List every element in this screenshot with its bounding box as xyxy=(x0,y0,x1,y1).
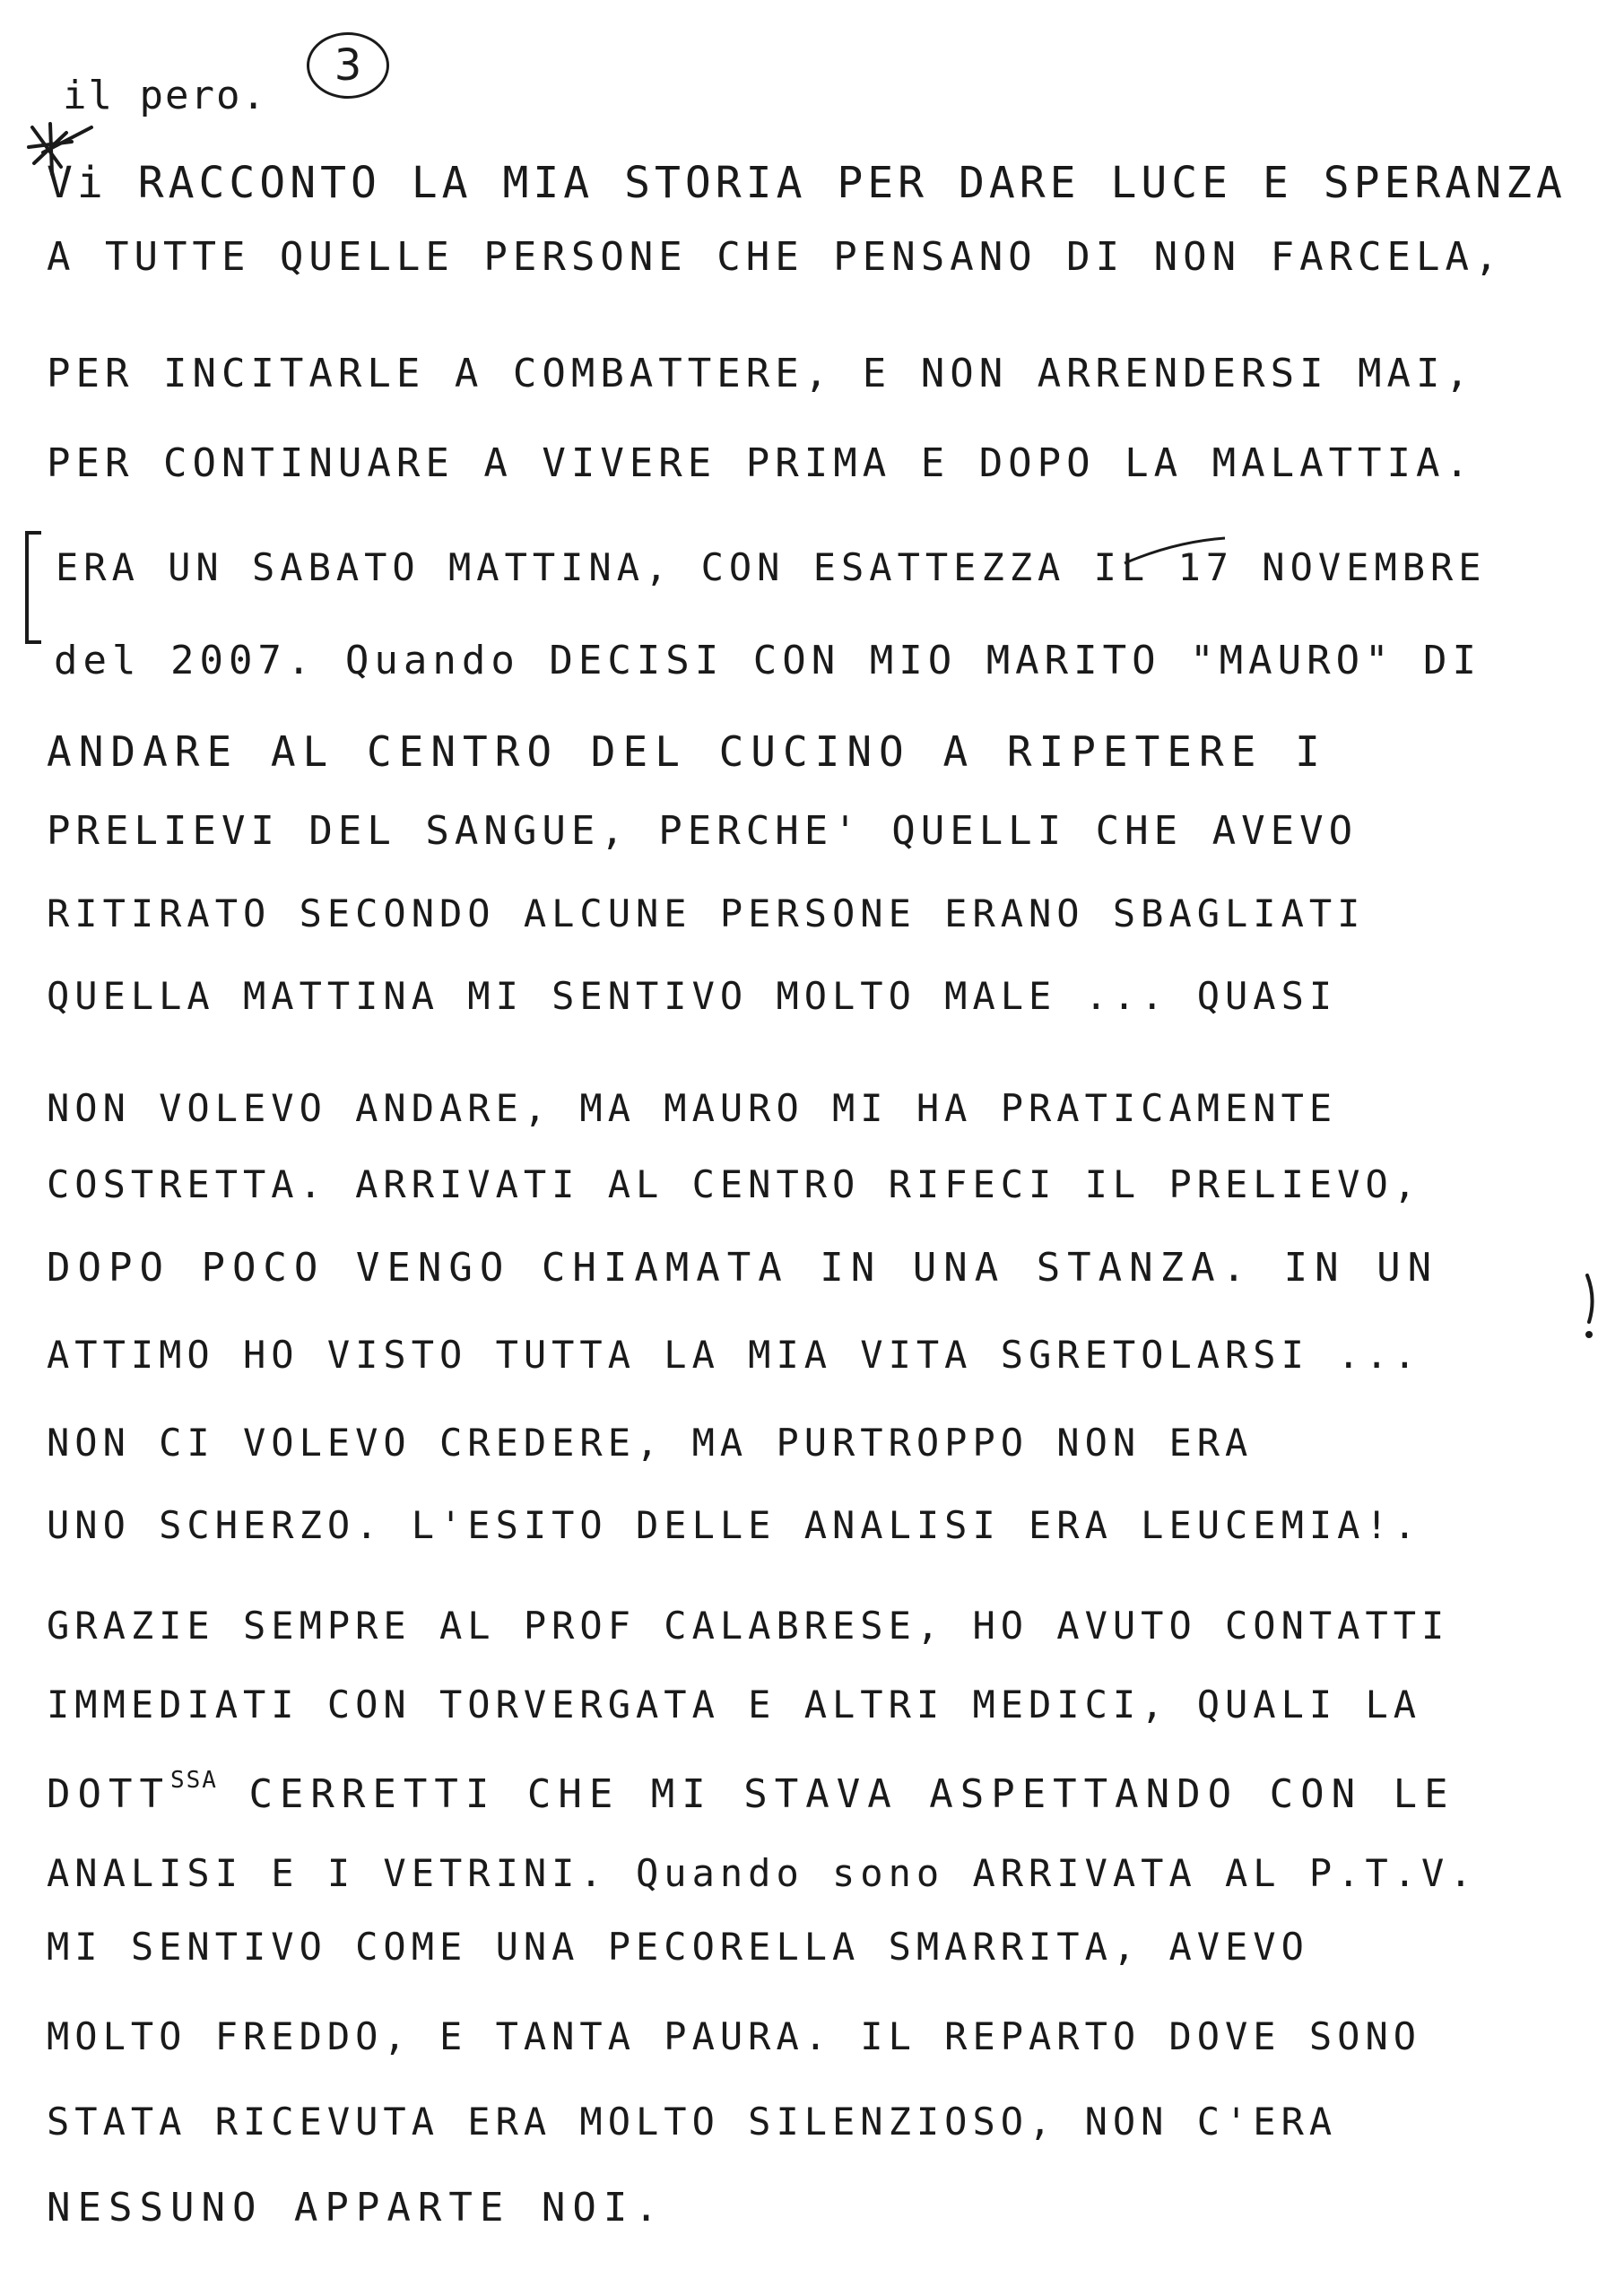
text-line-19-rest: CERRETTI CHE MI STAVA ASPETTANDO CON LE xyxy=(248,1771,1455,1817)
title-superscript: SSA xyxy=(169,1767,218,1794)
bracket-mark-icon xyxy=(22,529,45,646)
page-number-circle xyxy=(307,32,389,99)
text-line-22: MOLTO FREDDO, E TANTA PAURA. IL REPARTO DOVE SONO xyxy=(47,2014,1422,2058)
text-line-24: NESSUNO APPARTE NOI. xyxy=(47,2185,665,2231)
text-line-5: ERA UN SABATO MATTINA, CON ESATTEZZA IL 17 NOVEMBRE xyxy=(56,545,1487,589)
text-line-17: GRAZIE SEMPRE AL PROF CALABRESE, HO AVUTO CONTATTI xyxy=(47,1604,1450,1648)
text-line-11: NON VOLEVO ANDARE, MA MAURO MI HA PRATICAMENTE xyxy=(47,1086,1338,1130)
text-line-23: STATA RICEVUTA ERA MOLTO SILENZIOSO, NON C'ERA xyxy=(47,2100,1338,2144)
text-line-10: QUELLA MATTINA MI SENTIVO MOLTO MALE ... QUASI xyxy=(47,974,1338,1018)
text-line-13: DOPO POCO VENGO CHIAMATA IN UNA STANZA. IN UN xyxy=(47,1245,1439,1291)
text-line-14: ATTIMO HO VISTO TUTTA LA MIA VITA SGRETOLARSI ... xyxy=(47,1333,1422,1377)
text-line-20: ANALISI E I VETRINI. Quando sono ARRIVATA AL P.T.V. xyxy=(47,1851,1478,1895)
text-line-6: del 2007. Quando DECISI CON MIO MARITO "MAURO" DI xyxy=(54,638,1482,683)
text-line-4: PER CONTINUARE A VIVERE PRIMA E DOPO LA MALATTIA. xyxy=(47,440,1475,486)
text-line-16: UNO SCHERZO. L'ESITO DELLE ANALISI ERA LEUCEMIA!. xyxy=(47,1503,1422,1547)
page-heading: il pero. xyxy=(63,73,267,118)
exclamation-mark-icon xyxy=(1571,1272,1607,1342)
page-number: 3 xyxy=(334,40,362,91)
text-line-9: RITIRATO SECONDO ALCUNE PERSONE ERANO SBAGLIATI xyxy=(47,891,1366,935)
title-abbreviation: DOTT xyxy=(47,1771,170,1817)
text-line-1: Vi RACCONTO LA MIA STORIA PER DARE LUCE E SPERANZA xyxy=(47,158,1567,208)
text-line-19 xyxy=(47,1767,1455,1817)
text-line-18: IMMEDIATI CON TORVERGATA E ALTRI MEDICI, QUALI LA xyxy=(47,1683,1422,1726)
text-line-7: ANDARE AL CENTRO DEL CUCINO A RIPETERE I xyxy=(47,727,1327,776)
text-line-12: COSTRETTA. ARRIVATI AL CENTRO RIFECI IL PRELIEVO, xyxy=(47,1162,1422,1206)
text-line-8: PRELIEVI DEL SANGUE, PERCHE' QUELLI CHE AVEVO xyxy=(47,808,1359,854)
text-line-2: A TUTTE QUELLE PERSONE CHE PENSANO DI NON FARCELA, xyxy=(47,234,1504,280)
text-line-3: PER INCITARLE A COMBATTERE, E NON ARRENDERSI MAI, xyxy=(47,351,1475,396)
text-line-21: MI SENTIVO COME UNA PECORELLA SMARRITA, AVEVO xyxy=(47,1925,1309,1969)
text-line-15: NON CI VOLEVO CREDERE, MA PURTROPPO NON ERA xyxy=(47,1421,1254,1465)
